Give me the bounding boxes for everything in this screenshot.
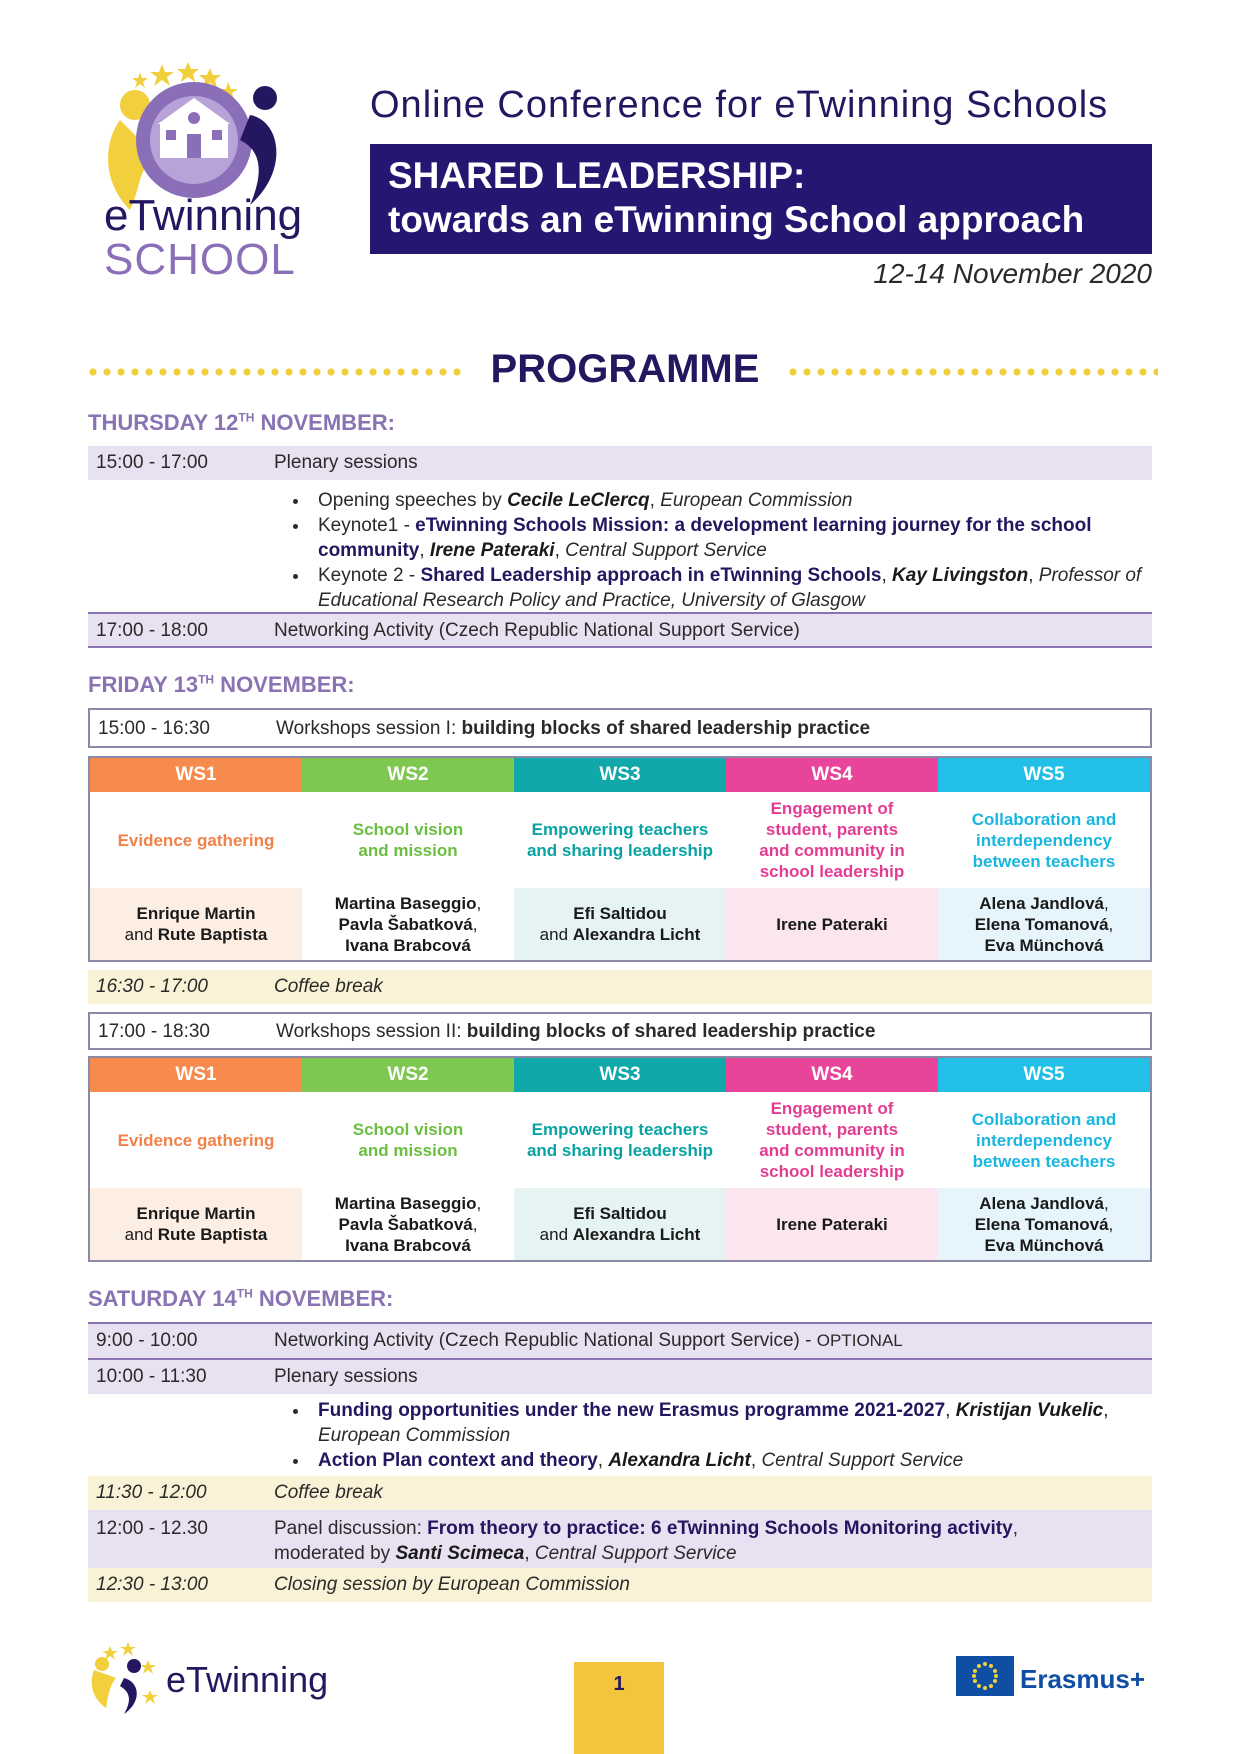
list-item: • Opening speeches by Cecile LeClercq, European Commission — [310, 488, 1160, 513]
day-ordinal: TH — [236, 1286, 253, 1301]
day-label: FRIDAY 13 — [88, 672, 199, 697]
workshops-grid-session1 — [88, 756, 1152, 962]
workshop-label: WS3 — [514, 758, 726, 792]
workshop-topic: Empowering teachers and sharing leadership — [526, 820, 714, 860]
workshop-session-row — [88, 708, 1152, 748]
etwinning-footer-logo — [88, 1640, 348, 1716]
schedule-row — [88, 1360, 1152, 1394]
schedule-row — [88, 1476, 1152, 1510]
time-slot: 9:00 - 10:00 — [96, 1330, 198, 1351]
workshop-facilitators: Efi Saltidou and Alexandra Licht — [514, 888, 726, 960]
session-description: Coffee break — [274, 976, 383, 997]
workshop-column — [90, 1058, 302, 1260]
workshop-label: WS3 — [514, 1058, 726, 1092]
workshop-facilitators: Alena Jandlová, Elena Tomanová, Eva Münchová — [938, 888, 1150, 960]
time-slot: 15:00 - 16:30 — [98, 718, 210, 739]
workshop-topic: Empowering teachers and sharing leadership — [526, 1120, 714, 1160]
day-ordinal: TH — [238, 410, 255, 425]
footer-logo-text: eTwinning — [166, 1659, 329, 1700]
time-slot: 11:30 - 12:00 — [96, 1482, 207, 1503]
day-label: THURSDAY 12 — [88, 410, 239, 435]
workshop-label: WS2 — [302, 1058, 514, 1092]
erasmus-logo-text: Erasmus+ — [1020, 1664, 1146, 1694]
page-number: 1 — [574, 1662, 664, 1754]
time-slot: 10:00 - 11:30 — [96, 1366, 207, 1387]
workshop-column — [938, 1058, 1150, 1260]
workshop-topic: Evidence gathering — [117, 1130, 275, 1150]
list-item: • Action Plan context and theory, Alexandra Licht, Central Support Service — [310, 1448, 1160, 1473]
day-heading-thursday — [88, 410, 395, 436]
workshop-topic: Engagement of student, parents and community in school leadership — [759, 799, 905, 881]
workshop-label: WS5 — [938, 1058, 1150, 1092]
session-description: Panel discussion: From theory to practice: 6 eTwinning Schools Monitoring activity, moderated by Santi Scimeca, Central Support Service — [274, 1518, 1018, 1564]
schedule-row — [88, 446, 1152, 480]
erasmus-plus-logo — [956, 1656, 1156, 1700]
session-description: Closing session by European Commission — [274, 1574, 630, 1595]
workshop-column — [90, 758, 302, 960]
month-label: NOVEMBER: — [252, 1286, 394, 1311]
session-description: Workshops session II: building blocks of shared leadership practice — [276, 1021, 876, 1042]
workshop-label: WS4 — [726, 1058, 938, 1092]
main-title-line1: SHARED LEADERSHIP: — [388, 155, 806, 196]
time-slot: 17:00 - 18:00 — [96, 620, 208, 641]
etwinning-school-logo — [100, 60, 320, 300]
list-item: • Keynote 2 - Shared Leadership approach in eTwinning Schools, Kay Livingston, Professor of Educational Research Policy and Practice, University of Glasgow — [310, 563, 1160, 613]
workshop-topic: School vision and mission — [352, 1120, 464, 1160]
workshop-column — [514, 1058, 726, 1260]
main-title-line2: towards an eTwinning School approach — [388, 199, 1085, 240]
session-description: Plenary sessions — [274, 1366, 418, 1387]
workshop-label: WS5 — [938, 758, 1150, 792]
workshop-facilitators: Martina Baseggio, Pavla Šabatková, Ivana Brabcová — [302, 888, 514, 960]
session-description: Plenary sessions — [274, 452, 418, 473]
workshop-label: WS1 — [90, 758, 302, 792]
workshop-session-row — [88, 1012, 1152, 1050]
workshop-topic: Engagement of student, parents and community in school leadership — [759, 1099, 905, 1181]
schedule-row — [88, 614, 1152, 648]
workshop-column — [938, 758, 1150, 960]
logo-school-text: SCHOOL — [104, 235, 296, 284]
workshop-column — [302, 758, 514, 960]
month-label: NOVEMBER: — [254, 410, 395, 435]
month-label: NOVEMBER: — [214, 672, 355, 697]
dotted-divider-left — [86, 367, 464, 377]
workshop-column — [726, 1058, 938, 1260]
thursday-plenary-list — [280, 488, 1160, 613]
workshop-facilitators: Efi Saltidou and Alexandra Licht — [514, 1188, 726, 1260]
workshop-facilitators: Irene Pateraki — [726, 888, 938, 960]
day-heading-saturday — [88, 1286, 393, 1312]
optional-tag: OPTIONAL — [816, 1331, 903, 1350]
programme-heading: PROGRAMME — [490, 347, 760, 391]
workshop-facilitators: Enrique Martin and Rute Baptista — [90, 1188, 302, 1260]
day-label: SATURDAY 14 — [88, 1286, 237, 1311]
workshop-label: WS2 — [302, 758, 514, 792]
workshop-topic: Collaboration and interdependency between teachers — [971, 1109, 1117, 1171]
workshop-topic: School vision and mission — [352, 820, 464, 860]
conference-title: Online Conference for eTwinning Schools — [370, 84, 1109, 126]
workshop-topic: Evidence gathering — [117, 830, 275, 850]
session-description: Networking Activity (Czech Republic National Support Service) - OPTIONAL — [274, 1330, 903, 1351]
workshop-facilitators: Enrique Martin and Rute Baptista — [90, 888, 302, 960]
time-slot: 15:00 - 17:00 — [96, 452, 208, 473]
schedule-row — [88, 1324, 1152, 1358]
conference-date: 12-14 November 2020 — [873, 258, 1152, 289]
saturday-plenary-list — [280, 1398, 1160, 1473]
dotted-divider-right — [786, 367, 1158, 377]
workshop-facilitators: Alena Jandlová, Elena Tomanová, Eva Münchová — [938, 1188, 1150, 1260]
schedule-row — [88, 1568, 1152, 1602]
workshop-label: WS4 — [726, 758, 938, 792]
day-ordinal: TH — [198, 672, 215, 687]
schedule-row — [88, 970, 1152, 1004]
logo-etwinning-text: eTwinning — [104, 191, 303, 240]
workshop-label: WS1 — [90, 1058, 302, 1092]
session-description: Networking Activity (Czech Republic National Support Service) — [274, 620, 800, 641]
session-description: Workshops session I: building blocks of shared leadership practice — [276, 718, 871, 739]
workshop-column — [514, 758, 726, 960]
workshops-grid-session2 — [88, 1056, 1152, 1262]
eu-flag-icon — [956, 1656, 1014, 1696]
time-slot: 12:00 - 12.30 — [96, 1518, 208, 1539]
day-heading-friday — [88, 672, 355, 698]
schedule-row — [88, 1510, 1152, 1568]
session-description: Coffee break — [274, 1482, 383, 1503]
main-title-banner — [370, 144, 1152, 254]
time-slot: 17:00 - 18:30 — [98, 1021, 210, 1042]
list-item: • Funding opportunities under the new Erasmus programme 2021-2027, Kristijan Vukelic, European Commission — [310, 1398, 1160, 1448]
workshop-facilitators: Irene Pateraki — [726, 1188, 938, 1260]
time-slot: 16:30 - 17:00 — [96, 976, 208, 997]
workshop-facilitators: Martina Baseggio, Pavla Šabatková, Ivana Brabcová — [302, 1188, 514, 1260]
list-item: • Keynote1 - eTwinning Schools Mission: a development learning journey for the school community, Irene Pateraki, Central Support Service — [310, 513, 1160, 563]
time-slot: 12:30 - 13:00 — [96, 1574, 208, 1595]
workshop-topic: Collaboration and interdependency between teachers — [971, 809, 1117, 871]
workshop-column — [302, 1058, 514, 1260]
workshop-column — [726, 758, 938, 960]
